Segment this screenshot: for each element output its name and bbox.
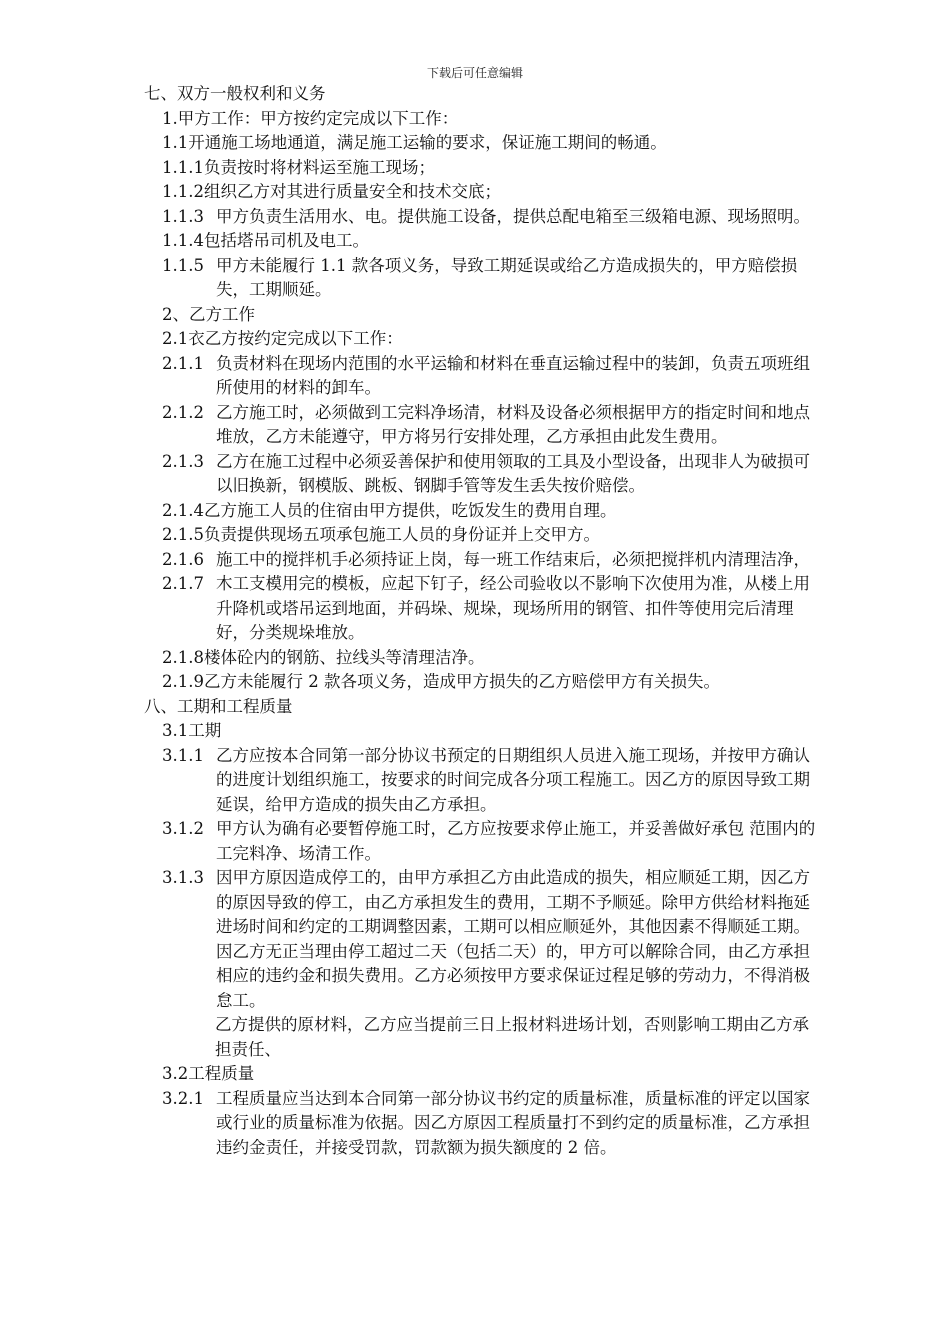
clause	[162, 107, 820, 132]
clause	[162, 180, 820, 205]
document-body	[140, 82, 820, 1160]
clause	[162, 744, 820, 818]
clause-text: 乙方在施工过程中必须妥善保护和使用领取的工具及小型设备，出现非人为破损可以旧换新，钢模版、跳板、钢脚手管等发生丢失按价赔偿。	[216, 451, 810, 495]
section-schedule-quality	[140, 695, 820, 1161]
clause-text: 乙方工作	[189, 304, 255, 324]
clause	[162, 401, 820, 450]
clause	[162, 1062, 820, 1087]
clause-text: 施工中的搅拌机手必须持证上岗，每一班工作结束后，必须把搅拌机内清理洁净，	[216, 549, 810, 569]
clause-text: 组织乙方对其进行质量安全和技术交底；	[203, 182, 501, 201]
clause-number: 2.1.9	[162, 672, 204, 691]
clause-number: 2.1.5	[162, 525, 204, 544]
clause-number: 1.	[162, 108, 178, 128]
clause-number: 3.2	[162, 1064, 189, 1083]
clause	[162, 719, 820, 744]
clause-text: 因甲方原因造成停工的，由甲方承担乙方由此造成的损失，相应顺延工期，因乙方的原因导致的停工，由乙方承担发生的费用，工期不予顺延。除甲方供给材料拖延进场时间和约定的工期调整因素，工期可以相应顺延外，其他因素不得顺延工期。因乙方无正当理由停工超过二天（包括二天）的，甲方可以解除合同，由乙方承担相应的违约金和损失费用。乙方必须按甲方要求保证过程足够的劳动力，不得消极怠工。	[216, 868, 810, 1010]
clause-number: 1.1.2	[162, 182, 204, 201]
clause	[162, 646, 820, 671]
clause	[162, 572, 820, 646]
clause	[162, 523, 820, 548]
clause	[162, 866, 820, 1013]
clause-number: 2.1.3	[162, 451, 204, 471]
clause-text: 甲方认为确有必要暂停施工时，乙方应按要求停止施工，并妥善做好承包 范围内的工完料净、场清工作。	[216, 819, 816, 863]
clause-number: 3.1.3	[162, 868, 204, 887]
clause-number: 1.1	[162, 133, 189, 152]
clause-text: 木工支模用完的模板，应起下钉子，经公司验收以不影响下次使用为准，从楼上用升降机或塔吊运到地面，并码垛、规垛，现场所用的钢管、扣件等使用完后清理好，分类规垛堆放。	[216, 574, 810, 642]
clause-number: 3.1.2	[162, 819, 204, 838]
clause-number: 3.1	[162, 721, 189, 740]
clause-number: 1.1.4	[162, 231, 204, 250]
clause-text: 工程质量应当达到本合同第一部分协议书约定的质量标准，质量标准的评定以国家或行业的质量标准为依据。因乙方原因工程质量打不到约定的质量标准，乙方承担违约金责任，并接受罚款，罚款额为损失额度的 2 倍。	[216, 1088, 810, 1157]
clause-number: 2.1.7	[162, 574, 204, 593]
clause-text: 开通施工场地通道，满足施工运输的要求，保证施工期间的畅通。	[188, 133, 667, 152]
clause-text: 负责材料在现场内范围的水平运输和材料在垂直运输过程中的装卸，负责五项班组所使用的材料的卸车。	[216, 353, 810, 397]
clause	[162, 327, 820, 352]
clause-number: 1.1.1	[162, 157, 204, 177]
clause-text: 乙方应按本合同第一部分协议书预定的日期组织人员进入施工现场，并按甲方确认的进度计划组织施工，按要求的时间完成各分项工程施工。因乙方的原因导致工期延误，给甲方造成的损失由乙方承担。	[216, 745, 810, 814]
clause-text: 负责按时将材料运至施工现场；	[203, 157, 435, 177]
clause-text: 甲方工作：甲方按约定完成以下工作：	[177, 108, 459, 128]
clause-continuation	[215, 1013, 820, 1062]
clause-number: 1.1.3	[162, 206, 204, 226]
clause-number: 2.1	[162, 329, 189, 348]
clause-text: 衣乙方按约定完成以下工作：	[188, 329, 403, 348]
clause-number: 2、	[162, 304, 189, 324]
clause-text: 工程质量	[188, 1064, 255, 1083]
clause	[162, 817, 820, 866]
clause-number: 1.1.5	[162, 255, 204, 275]
clause	[162, 1087, 820, 1161]
clause	[162, 352, 820, 401]
clause-text: 乙方提供的原材料，乙方应当提前三日上报材料进场计划，否则影响工期由乙方承担责任、	[215, 1015, 809, 1059]
clause-text: 乙方未能履行 2 款各项义务，造成甲方损失的乙方赔偿甲方有关损失。	[203, 672, 720, 691]
clause-number: 2.1.8	[162, 647, 204, 667]
section-heading: 八、工期和工程质量	[144, 696, 293, 716]
clause-text: 包括塔吊司机及电工。	[203, 231, 369, 250]
clause-number: 2.1.2	[162, 402, 204, 422]
clause-number: 3.1.1	[162, 745, 204, 765]
clause-number: 2.1.1	[162, 353, 204, 373]
clause	[162, 205, 820, 230]
clause	[162, 450, 820, 499]
clause-text: 楼体砼内的钢筋、拉线头等清理洁净。	[203, 647, 485, 667]
clause	[162, 548, 820, 573]
clause	[162, 670, 820, 695]
clause	[162, 499, 820, 524]
page-header: 下载后可任意编辑	[426, 66, 523, 80]
clause-text: 甲方未能履行 1.1 款各项义务，导致工期延误或给乙方造成损失的，甲方赔偿损失，工期顺延。	[216, 255, 798, 299]
clause-text: 工期	[188, 721, 222, 740]
clause-number: 3.2.1	[162, 1088, 204, 1108]
clause-text: 乙方施工人员的住宿由甲方提供，吃饭发生的费用自理。	[203, 500, 617, 520]
clause	[162, 156, 820, 181]
clause-text: 甲方负责生活用水、电。提供施工设备，提供总配电箱至三级箱电源、现场照明。	[216, 206, 810, 226]
clause-number: 2.1.6	[162, 549, 204, 569]
clause	[162, 131, 820, 156]
clause-text: 负责提供现场五项承包施工人员的身份证并上交甲方。	[203, 525, 600, 544]
clause	[162, 303, 820, 328]
clause	[162, 254, 820, 303]
clause-text: 乙方施工时，必须做到工完料净场清，材料及设备必须根据甲方的指定时间和地点堆放，乙方未能遵守，甲方将另行安排处理，乙方承担由此发生费用。	[216, 402, 810, 446]
section-rights-obligations	[140, 82, 820, 695]
clause	[162, 229, 820, 254]
clause-number: 2.1.4	[162, 500, 204, 520]
section-heading: 七、双方一般权利和义务	[144, 84, 326, 103]
